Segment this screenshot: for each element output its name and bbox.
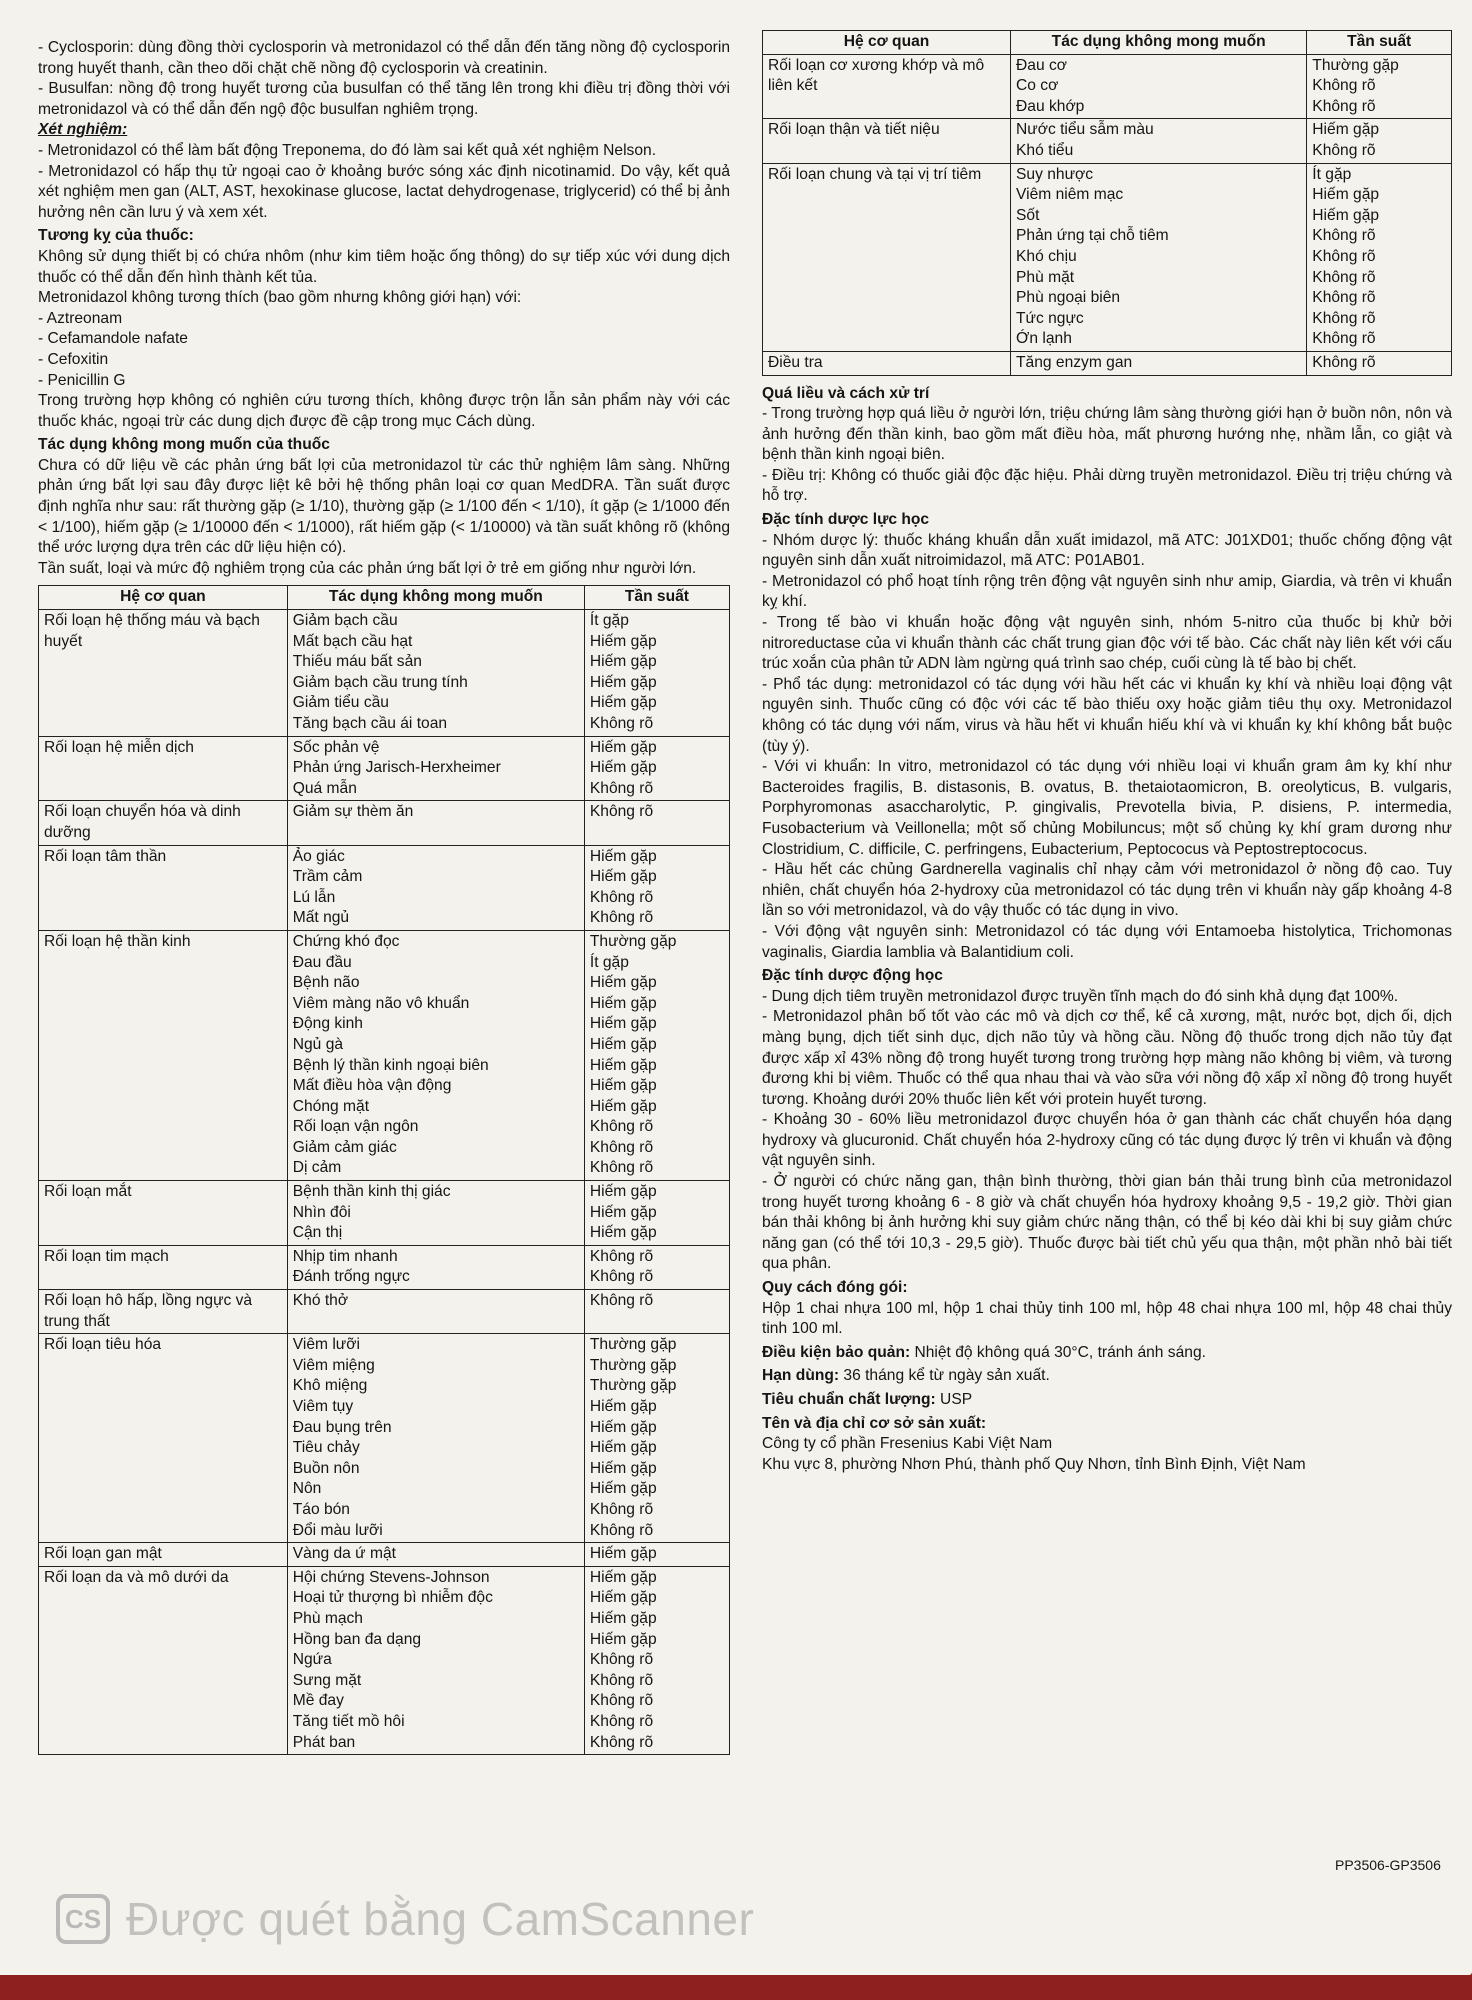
frequency-cell bbox=[584, 1181, 729, 1246]
adverse-effect: Khó thở bbox=[292, 1292, 349, 1310]
frequency-cell bbox=[584, 1566, 729, 1754]
lab-absorbance: - Metronidazol có hấp thụ tử ngoại cao ở khoảng bước sóng xác định nicotinamid. Do vậy, kết quả xét nghiệm men gan (ALT, AST, hexokinase glucose, lactat dehydrogenase, triglycerid) có thể bị ảnh hưởng nên cần lưu ý và xem xét. bbox=[38, 162, 730, 221]
adverse-effect: Phù mạch bbox=[292, 1609, 363, 1627]
adverse-effect: Co cơ bbox=[1016, 77, 1059, 95]
frequency-value: Hiếm gặp bbox=[589, 632, 657, 650]
frequency-cell bbox=[584, 1245, 729, 1289]
pd-spectrum: - Metronidazol có phổ hoạt tính rộng trên động vật nguyên sinh như amip, Giardia, và trên vi khuẩn kỵ khí. bbox=[762, 572, 1452, 611]
adverse-effect: Giảm cảm giác bbox=[292, 1138, 397, 1156]
pharmacodynamics-heading: Đặc tính dược lực học bbox=[762, 511, 930, 529]
lab-treponema: - Metronidazol có thể làm bất động Treponema, do đó làm sai kết quả xét nghiệm Nelson. bbox=[38, 141, 657, 159]
frequency-value: Không rõ bbox=[1312, 97, 1376, 115]
adverse-effect: Tăng bạch cầu ái toan bbox=[292, 715, 448, 732]
frequency-value: Không rõ bbox=[589, 1692, 654, 1710]
frequency-value: Không rõ bbox=[589, 803, 654, 821]
pd-group: - Nhóm dược lý: thuốc kháng khuẩn dẫn xuất imidazol, mã ATC: J01XD01; thuốc chống động vật nguyên sinh dẫn xuất nitroimidazol, mã ATC: P01AB01. bbox=[762, 531, 1452, 570]
table-row bbox=[39, 610, 730, 737]
effects-cell bbox=[287, 610, 584, 737]
table-row bbox=[39, 930, 730, 1180]
frequency-value: Không rõ bbox=[589, 1268, 654, 1286]
header-system: Hệ cơ quan bbox=[763, 31, 1011, 55]
adverse-effect: Hội chứng Stevens-Johnson bbox=[292, 1568, 490, 1586]
frequency-value: Không rõ bbox=[1312, 141, 1376, 159]
effects-cell bbox=[1011, 351, 1307, 375]
adverse-effect: Ảo giác bbox=[292, 847, 345, 865]
storage-line bbox=[762, 1343, 1452, 1364]
incompatibility-intro: Metronidazol không tương thích (bao gồm nhưng không giới hạn) với: bbox=[38, 289, 522, 307]
expiry-value: 36 tháng kể từ ngày sản xuất. bbox=[839, 1367, 1050, 1385]
frequency-value: Thường gặp bbox=[589, 1377, 677, 1395]
frequency-value: Không rõ bbox=[589, 1247, 654, 1265]
adverse-effects-children: Tần suất, loại và mức độ nghiêm trọng của các phản ứng bất lợi ở trẻ em giống như người lớn. bbox=[38, 559, 697, 577]
adverse-effect: Nhìn đôi bbox=[292, 1203, 351, 1221]
organ-system-cell: Rối loạn mắt bbox=[39, 1181, 288, 1246]
pk-bioavailability: - Dung dịch tiêm truyền metronidazol được truyền tĩnh mạch do đó sinh khả dụng đạt 100%. bbox=[762, 987, 1399, 1005]
frequency-value: Ít gặp bbox=[589, 953, 629, 971]
table-row bbox=[763, 351, 1452, 375]
frequency-value: Hiếm gặp bbox=[589, 868, 657, 886]
pd-protozoa: - Với động vật nguyên sinh: Metronidazol có tác dụng với Entamoeba histolytica, Trichomonas vaginalis, Giardia lamblia và Balantidium coli. bbox=[762, 922, 1452, 961]
organ-system-cell: Rối loạn hệ thống máu và bạch huyết bbox=[39, 610, 288, 737]
adverse-effect: Viêm tụy bbox=[292, 1398, 354, 1415]
table-row bbox=[39, 801, 730, 845]
lab-tests-heading: Xét nghiệm: bbox=[38, 121, 128, 139]
frequency-value: Hiếm gặp bbox=[589, 1015, 657, 1033]
adverse-effect: Phù ngoại biên bbox=[1016, 289, 1121, 307]
frequency-cell bbox=[584, 845, 729, 930]
adverse-effect: Ngứa bbox=[292, 1651, 332, 1669]
frequency-value: Hiếm gặp bbox=[589, 1480, 657, 1498]
frequency-value: Không rõ bbox=[1312, 309, 1376, 327]
standard-line bbox=[762, 1390, 1452, 1411]
list-item: - Penicillin G bbox=[38, 371, 126, 389]
organ-system-cell: Rối loạn gan mật bbox=[39, 1543, 288, 1567]
frequency-value: Không rõ bbox=[589, 1651, 654, 1669]
frequency-value: Hiếm gặp bbox=[589, 1056, 657, 1074]
adverse-effect: Chóng mặt bbox=[292, 1097, 370, 1115]
adverse-effect: Quá mẫn bbox=[292, 779, 357, 797]
adverse-effect: Hoại tử thượng bì nhiễm độc bbox=[292, 1589, 493, 1607]
frequency-value: Không rõ bbox=[1312, 268, 1376, 286]
frequency-value: Hiếm gặp bbox=[589, 1589, 657, 1607]
organ-system-cell: Điều tra bbox=[763, 351, 1011, 375]
adverse-effect: Mất ngủ bbox=[292, 909, 350, 927]
expiry-label: Hạn dùng: bbox=[762, 1367, 840, 1385]
camscanner-logo-icon: CS bbox=[56, 1894, 110, 1944]
adverse-effect: Thiếu máu bất sản bbox=[292, 653, 422, 671]
frequency-value: Thường gặp bbox=[589, 932, 677, 950]
adverse-effect: Viêm màng não vô khuẩn bbox=[292, 994, 470, 1012]
frequency-value: Không rõ bbox=[1312, 77, 1376, 95]
frequency-cell bbox=[1307, 163, 1452, 351]
frequency-cell bbox=[584, 1543, 729, 1567]
organ-system-cell: Rối loạn chung và tại vị trí tiêm bbox=[763, 163, 1011, 351]
overdose-symptoms: - Trong trường hợp quá liều ở người lớn, triệu chứng lâm sàng thường giới hạn ở buồn nôn, nôn và ảnh hưởng đến thần kinh, bao gồm mất điều hòa, mất phương hướng nhẹ, nhầm lẫn, co giật và bệnh thần kinh ngoại biên. bbox=[762, 405, 1452, 464]
adverse-effects-heading: Tác dụng không mong muốn của thuốc bbox=[38, 436, 330, 454]
organ-system-cell: Rối loạn cơ xương khớp và mô liên kết bbox=[763, 54, 1011, 119]
frequency-value: Hiếm gặp bbox=[589, 1035, 657, 1053]
incompatibility-heading: Tương kỵ của thuốc: bbox=[38, 227, 194, 245]
organ-system-cell: Rối loạn hô hấp, lồng ngực và trung thất bbox=[39, 1290, 288, 1334]
manufacturer-heading: Tên và địa chỉ cơ sở sản xuất: bbox=[762, 1414, 987, 1432]
adverse-effect: Mất điều hòa vận động bbox=[292, 1077, 452, 1095]
frequency-value: Thường gặp bbox=[1312, 56, 1399, 74]
frequency-value: Hiếm gặp bbox=[589, 1097, 657, 1115]
frequency-value: Hiếm gặp bbox=[1312, 206, 1380, 224]
list-item: - Aztreonam bbox=[38, 309, 123, 327]
adverse-effect: Dị cảm bbox=[292, 1159, 342, 1177]
adverse-effect: Táo bón bbox=[292, 1500, 350, 1518]
adverse-effect: Tăng enzym gan bbox=[1016, 353, 1133, 371]
adverse-effects-table-continued bbox=[762, 30, 1452, 376]
manufacturer-name: Công ty cổ phần Fresenius Kabi Việt Nam bbox=[762, 1435, 1053, 1453]
pd-gardnerella: - Hầu hết các chủng Gardnerella vaginalis chỉ nhạy cảm với metronidazol ở nồng độ cao. Tuy nhiên, chất chuyển hóa 2-hydroxy của metronidazol có tác dụng trên vi khuẩn này gấp khoảng 4-8 lần so với metronidazol, và do vậy thuốc có tác dụng in vivo. bbox=[762, 861, 1452, 920]
adverse-effect: Đau đầu bbox=[292, 953, 352, 971]
adverse-effect: Tăng tiết mồ hôi bbox=[292, 1712, 405, 1730]
organ-system-cell: Rối loạn tâm thần bbox=[39, 845, 288, 930]
right-column bbox=[762, 30, 1452, 1475]
adverse-effect: Mất bạch cầu hạt bbox=[292, 632, 413, 650]
adverse-effect: Giảm bạch cầu bbox=[292, 612, 398, 630]
adverse-effect: Giảm bạch cầu trung tính bbox=[292, 673, 468, 691]
adverse-effect: Buồn nôn bbox=[292, 1459, 360, 1477]
adverse-effect: Viêm niêm mạc bbox=[1016, 186, 1124, 204]
effects-cell bbox=[1011, 119, 1307, 163]
header-effect: Tác dụng không mong muốn bbox=[287, 586, 584, 610]
frequency-value: Hiếm gặp bbox=[589, 1545, 657, 1563]
organ-system-cell: Rối loạn hệ thần kinh bbox=[39, 930, 288, 1180]
frequency-cell bbox=[584, 1290, 729, 1334]
effects-cell bbox=[287, 1543, 584, 1567]
effects-cell bbox=[287, 845, 584, 930]
frequency-value: Hiếm gặp bbox=[589, 974, 657, 992]
adverse-effect: Tiêu chảy bbox=[292, 1439, 360, 1457]
header-frequency: Tần suất bbox=[584, 586, 729, 610]
adverse-effects-intro: Chưa có dữ liệu về các phản ứng bất lợi của metronidazol từ các thử nghiệm lâm sàng. Những phản ứng bất lợi sau đây được liệt kê bởi hệ thống phân loại cơ quan MedDRA. Tần suất được định nghĩa như sau: rất thường gặp (≥ 1/10), thường gặp (≥ 1/100 đến < 1/10), ít gặp (≥ 1/1000 đến < 1/100), hiếm gặp (≥ 1/10000 đến < 1/1000), rất hiếm gặp (< 1/10000) và tần suất không rõ (không thể ước lượng dựa trên các dữ liệu hiện có). bbox=[38, 456, 730, 557]
frequency-value: Ít gặp bbox=[589, 612, 629, 630]
frequency-value: Hiếm gặp bbox=[589, 1183, 657, 1201]
pd-activity: - Phổ tác dụng: metronidazol có tác dụng với hầu hết các vi khuẩn kỵ khí và nhiều loại động vật nguyên sinh. Thuốc cũng có độc với các tế bào thiếu oxy hoặc giảm tiêu thụ oxy. Metronidazol không có tác dụng với nấm, virus và hầu hết vi khuẩn hiếu khí và vi khuẩn kỵ khí không bắt buộc (tùy ý). bbox=[762, 675, 1452, 755]
frequency-value: Không rõ bbox=[1312, 353, 1376, 371]
expiry-line bbox=[762, 1366, 1452, 1387]
table-row bbox=[763, 119, 1452, 163]
adverse-effect: Chứng khó đọc bbox=[292, 932, 400, 950]
table-row bbox=[39, 1181, 730, 1246]
list-item: - Cefoxitin bbox=[38, 350, 109, 368]
adverse-effect: Phù mặt bbox=[1016, 268, 1075, 286]
overdose-heading: Quá liều và cách xử trí bbox=[762, 384, 930, 402]
pharmacokinetics-heading: Đặc tính dược động học bbox=[762, 967, 943, 985]
header-effect: Tác dụng không mong muốn bbox=[1011, 31, 1307, 55]
standard-label: Tiêu chuẩn chất lượng: bbox=[762, 1391, 936, 1408]
frequency-value: Hiếm gặp bbox=[589, 738, 657, 756]
table-row bbox=[39, 1566, 730, 1754]
effects-cell bbox=[1011, 163, 1307, 351]
frequency-value: Không rõ bbox=[589, 1292, 654, 1310]
frequency-value: Không rõ bbox=[589, 1500, 654, 1518]
frequency-value: Không rõ bbox=[589, 909, 654, 927]
adverse-effect: Đau khớp bbox=[1016, 97, 1085, 115]
pd-mechanism: - Trong tế bào vi khuẩn hoặc động vật nguyên sinh, nhóm 5-nitro của thuốc bị khử bởi nitroreductase của vi khuẩn thành các chất trung gian độc với tế bào. Các chất này liên kết với cấu trúc xoắn của phân tử ADN làm ngừng quá trình sao chép, cuối cùng là tế bào bị chết. bbox=[762, 614, 1452, 673]
interaction-busulfan: - Busulfan: nồng độ trong huyết tương của busulfan có thể tăng lên trong khi điều trị đồng thời với metronidazol và có thể dẫn đến ngộ độc busulfan nghiêm trọng. bbox=[38, 80, 730, 118]
frequency-cell bbox=[1307, 351, 1452, 375]
table-row bbox=[39, 1245, 730, 1289]
frequency-value: Hiếm gặp bbox=[589, 1609, 657, 1627]
adverse-effect: Phản ứng Jarisch-Herxheimer bbox=[292, 759, 501, 777]
effects-cell bbox=[287, 1334, 584, 1543]
adverse-effect: Phát ban bbox=[292, 1733, 356, 1751]
adverse-effect: Rối loạn vận ngôn bbox=[292, 1118, 419, 1136]
incompatibility-aluminium: Không sử dụng thiết bị có chứa nhôm (như kim tiêm hoặc ống thông) do sự tiếp xúc với dung dịch thuốc có thể dẫn đến hình thành kết tủa. bbox=[38, 247, 730, 286]
frequency-value: Không rõ bbox=[589, 1118, 654, 1136]
frequency-value: Hiếm gặp bbox=[589, 759, 657, 777]
frequency-value: Hiếm gặp bbox=[589, 1630, 657, 1648]
frequency-value: Hiếm gặp bbox=[589, 847, 657, 865]
adverse-effects-table bbox=[38, 585, 730, 1755]
effects-cell bbox=[287, 1290, 584, 1334]
adverse-effect: Sưng mặt bbox=[292, 1671, 362, 1689]
frequency-value: Hiếm gặp bbox=[589, 673, 657, 691]
adverse-effect: Cận thị bbox=[292, 1224, 343, 1242]
table-row bbox=[39, 845, 730, 930]
adverse-effect: Trầm cảm bbox=[292, 868, 363, 886]
frequency-value: Không rõ bbox=[589, 779, 654, 797]
effects-cell bbox=[1011, 54, 1307, 119]
manufacturer-address: Khu vực 8, phường Nhơn Phú, thành phố Quy Nhơn, tỉnh Bình Định, Việt Nam bbox=[762, 1455, 1306, 1473]
effects-cell bbox=[287, 1245, 584, 1289]
frequency-value: Không rõ bbox=[1312, 227, 1376, 245]
effects-cell bbox=[287, 1181, 584, 1246]
adverse-effect: Đau bụng trên bbox=[292, 1418, 392, 1436]
frequency-value: Thường gặp bbox=[589, 1356, 677, 1374]
adverse-effect: Hồng ban đa dạng bbox=[292, 1630, 422, 1648]
adverse-effect: Động kinh bbox=[292, 1015, 363, 1033]
camscanner-watermark bbox=[56, 1890, 754, 1948]
adverse-effect: Lú lẫn bbox=[292, 888, 336, 906]
header-system: Hệ cơ quan bbox=[39, 586, 288, 610]
frequency-value: Hiếm gặp bbox=[589, 1418, 657, 1436]
effects-cell bbox=[287, 930, 584, 1180]
organ-system-cell: Rối loạn tim mạch bbox=[39, 1245, 288, 1289]
adverse-effect: Nôn bbox=[292, 1480, 322, 1498]
adverse-effect: Tức ngực bbox=[1016, 309, 1084, 327]
adverse-effect: Sốc phản vệ bbox=[292, 738, 380, 756]
organ-system-cell: Rối loạn chuyển hóa và dinh dưỡng bbox=[39, 801, 288, 845]
frequency-value: Không rõ bbox=[1312, 330, 1376, 348]
header-frequency: Tần suất bbox=[1307, 31, 1452, 55]
frequency-value: Ít gặp bbox=[1312, 165, 1352, 183]
frequency-value: Không rõ bbox=[589, 715, 654, 732]
frequency-value: Hiếm gặp bbox=[589, 653, 657, 671]
table-row bbox=[763, 54, 1452, 119]
adverse-effect: Khó chịu bbox=[1016, 247, 1077, 265]
frequency-value: Không rõ bbox=[1312, 247, 1376, 265]
packaging-text: Hộp 1 chai nhựa 100 ml, hộp 1 chai thủy tinh 100 ml, hộp 48 chai nhựa 100 ml, hộp 48 chai thủy tinh 100 ml. bbox=[762, 1299, 1452, 1338]
list-item: - Cefamandole nafate bbox=[38, 330, 188, 348]
adverse-effect: Bệnh thần kinh thị giác bbox=[292, 1183, 451, 1201]
pk-elimination: - Ở người có chức năng gan, thận bình thường, thời gian bán thải trung bình của metronidazol trong huyết tương khoảng 6 - 8 giờ và chất chuyển hóa hydroxy khoảng 9,5 - 19,2 giờ. Thời gian bán thải không bị ảnh hưởng khi suy giảm chức năng thận, có thể bị kéo dài khi bị suy giảm chức năng gan (có thể tới 10,3 - 29,5 giờ). Thuốc được bài tiết chủ yếu qua thận, một phần nhỏ bài tiết qua phân. bbox=[762, 1173, 1452, 1273]
adverse-effect: Ngủ gà bbox=[292, 1035, 344, 1053]
adverse-effect: Khó tiểu bbox=[1016, 141, 1074, 159]
organ-system-cell: Rối loạn tiêu hóa bbox=[39, 1334, 288, 1543]
storage-value: Nhiệt độ không quá 30°C, tránh ánh sáng. bbox=[910, 1343, 1206, 1361]
pd-bacteria: - Với vi khuẩn: In vitro, metronidazol có tác dụng với nhiều loại vi khuẩn gram âm kỵ khí như Bacteroides fragilis, B. distasonis, B. ovatus, B. thetaiotaomicron, B. oreolyticus, B. vulgaris, Porphyromonas asaccharolytic, P. gingivalis, Prevotella bivia, P. disiens, P. intermedia, Fusobacterium và Veillonella; một số chủng Mobiluncus; một số chủng kỵ khí gram dương như Clostridium, C. difficile, C. perfringens, Eubacterium, Peptococus và Peptostreptococus. bbox=[762, 758, 1452, 858]
organ-system-cell: Rối loạn da và mô dưới da bbox=[39, 1566, 288, 1754]
overdose-treatment: - Điều trị: Không có thuốc giải độc đặc hiệu. Phải dừng truyền metronidazol. Điều trị triệu chứng và hỗ trợ. bbox=[762, 466, 1452, 505]
adverse-effect: Viêm miệng bbox=[292, 1356, 375, 1374]
adverse-effect: Bệnh lý thần kinh ngoại biên bbox=[292, 1056, 489, 1074]
frequency-value: Hiếm gặp bbox=[589, 994, 657, 1012]
watermark-text: Được quét bằng CamScanner bbox=[126, 1893, 755, 1945]
table-row bbox=[39, 1543, 730, 1567]
frequency-value: Không rõ bbox=[589, 1138, 654, 1156]
frequency-cell bbox=[584, 610, 729, 737]
adverse-effect: Đánh trống ngực bbox=[292, 1268, 410, 1286]
frequency-value: Hiếm gặp bbox=[1312, 186, 1380, 204]
frequency-value: Hiếm gặp bbox=[589, 694, 657, 712]
adverse-effect: Giảm sự thèm ăn bbox=[292, 803, 414, 821]
frequency-cell bbox=[1307, 54, 1452, 119]
frequency-value: Hiếm gặp bbox=[589, 1224, 657, 1242]
frequency-value: Hiếm gặp bbox=[1312, 121, 1380, 139]
table-row bbox=[39, 1334, 730, 1543]
table-header-row bbox=[39, 586, 730, 610]
incompatibility-list bbox=[38, 309, 730, 391]
incompatibility-no-study: Trong trường hợp không có nghiên cứu tương thích, không được trộn lẫn sản phẩm này với các thuốc khác, ngoại trừ các dung dịch được đề cập trong mục Cách dùng. bbox=[38, 392, 730, 430]
adverse-effect: Đau cơ bbox=[1016, 56, 1067, 74]
adverse-effect: Giảm tiểu cầu bbox=[292, 694, 389, 712]
adverse-effect: Khô miệng bbox=[292, 1377, 368, 1395]
adverse-effect: Phản ứng tại chỗ tiêm bbox=[1016, 227, 1169, 245]
adverse-effect: Suy nhược bbox=[1016, 165, 1094, 183]
table-row bbox=[39, 736, 730, 801]
adverse-effect: Nước tiểu sẫm màu bbox=[1016, 121, 1154, 139]
organ-system-cell: Rối loạn thận và tiết niệu bbox=[763, 119, 1011, 163]
effects-cell bbox=[287, 736, 584, 801]
adverse-effect: Sốt bbox=[1016, 206, 1040, 224]
adverse-effect: Đổi màu lưỡi bbox=[292, 1521, 383, 1539]
packaging-heading: Quy cách đóng gói: bbox=[762, 1279, 908, 1297]
interaction-cyclosporin: - Cyclosporin: dùng đồng thời cyclosporin và metronidazol có thể dẫn đến tăng nồng độ cyclosporin trong huyết thanh, cần theo dõi chặt chẽ nồng độ cyclosporin và creatinin. bbox=[38, 39, 730, 77]
frequency-value: Hiếm gặp bbox=[589, 1077, 657, 1095]
adverse-effect: Mề đay bbox=[292, 1692, 344, 1710]
frequency-value: Hiếm gặp bbox=[589, 1459, 657, 1477]
frequency-value: Hiếm gặp bbox=[589, 1439, 657, 1457]
organ-system-cell: Rối loạn hệ miễn dịch bbox=[39, 736, 288, 801]
frequency-cell bbox=[584, 801, 729, 845]
frequency-value: Hiếm gặp bbox=[589, 1398, 657, 1415]
frequency-cell bbox=[584, 930, 729, 1180]
frequency-value: Không rõ bbox=[589, 1712, 654, 1730]
frequency-value: Không rõ bbox=[1312, 289, 1376, 307]
frequency-value: Không rõ bbox=[589, 1733, 654, 1751]
table-row bbox=[39, 1290, 730, 1334]
adverse-effect: Viêm lưỡi bbox=[292, 1336, 360, 1354]
storage-label: Điều kiện bảo quản: bbox=[762, 1343, 911, 1361]
frequency-value: Không rõ bbox=[589, 1521, 654, 1539]
adverse-effect: Vàng da ứ mật bbox=[292, 1545, 396, 1563]
pk-metabolism: - Khoảng 30 - 60% liều metronidazol được chuyển hóa ở gan thành các chất chuyển hóa dạng hydroxy và glucuronid. Chất chuyển hóa 2-hydroxy cũng có tác dụng được lý trên vi khuẩn và động vật nguyên sinh. bbox=[762, 1111, 1452, 1170]
adverse-effect: Bệnh não bbox=[292, 974, 360, 992]
frequency-value: Không rõ bbox=[589, 1671, 654, 1689]
frequency-cell bbox=[1307, 119, 1452, 163]
adverse-effect: Ớn lạnh bbox=[1016, 330, 1072, 348]
frequency-value: Hiếm gặp bbox=[589, 1568, 657, 1586]
effects-cell bbox=[287, 1566, 584, 1754]
frequency-cell bbox=[584, 736, 729, 801]
frequency-value: Hiếm gặp bbox=[589, 1203, 657, 1221]
frequency-value: Không rõ bbox=[589, 1159, 654, 1177]
left-column bbox=[38, 38, 730, 1755]
frequency-cell bbox=[584, 1334, 729, 1543]
frequency-value: Thường gặp bbox=[589, 1336, 677, 1354]
effects-cell bbox=[287, 801, 584, 845]
document-code: PP3506-GP3506 bbox=[1335, 1857, 1441, 1873]
pk-distribution: - Metronidazol phân bố tốt vào các mô và dịch cơ thể, kể cả xương, mật, nước bọt, dịch ối, dịch màng bụng, dịch tiết sinh dục, dịch não tủy và hồng cầu. Nồng độ thuốc trong dịch não tủy đạt được xấp xỉ 43% nồng độ trong huyết tương trong trường hợp màng não không bị viêm, và tương đương khi bị viêm. Thuốc có thể qua nhau thai và vào sữa với nồng độ xấp xỉ nồng độ trong huyết tương. Khoảng dưới 20% thuốc liên kết với protein huyết tương. bbox=[762, 1008, 1452, 1108]
frequency-value: Không rõ bbox=[589, 888, 654, 906]
standard-value: USP bbox=[935, 1391, 973, 1408]
table-row bbox=[763, 163, 1452, 351]
adverse-effect: Nhịp tim nhanh bbox=[292, 1247, 398, 1265]
table-header-row bbox=[763, 31, 1452, 55]
